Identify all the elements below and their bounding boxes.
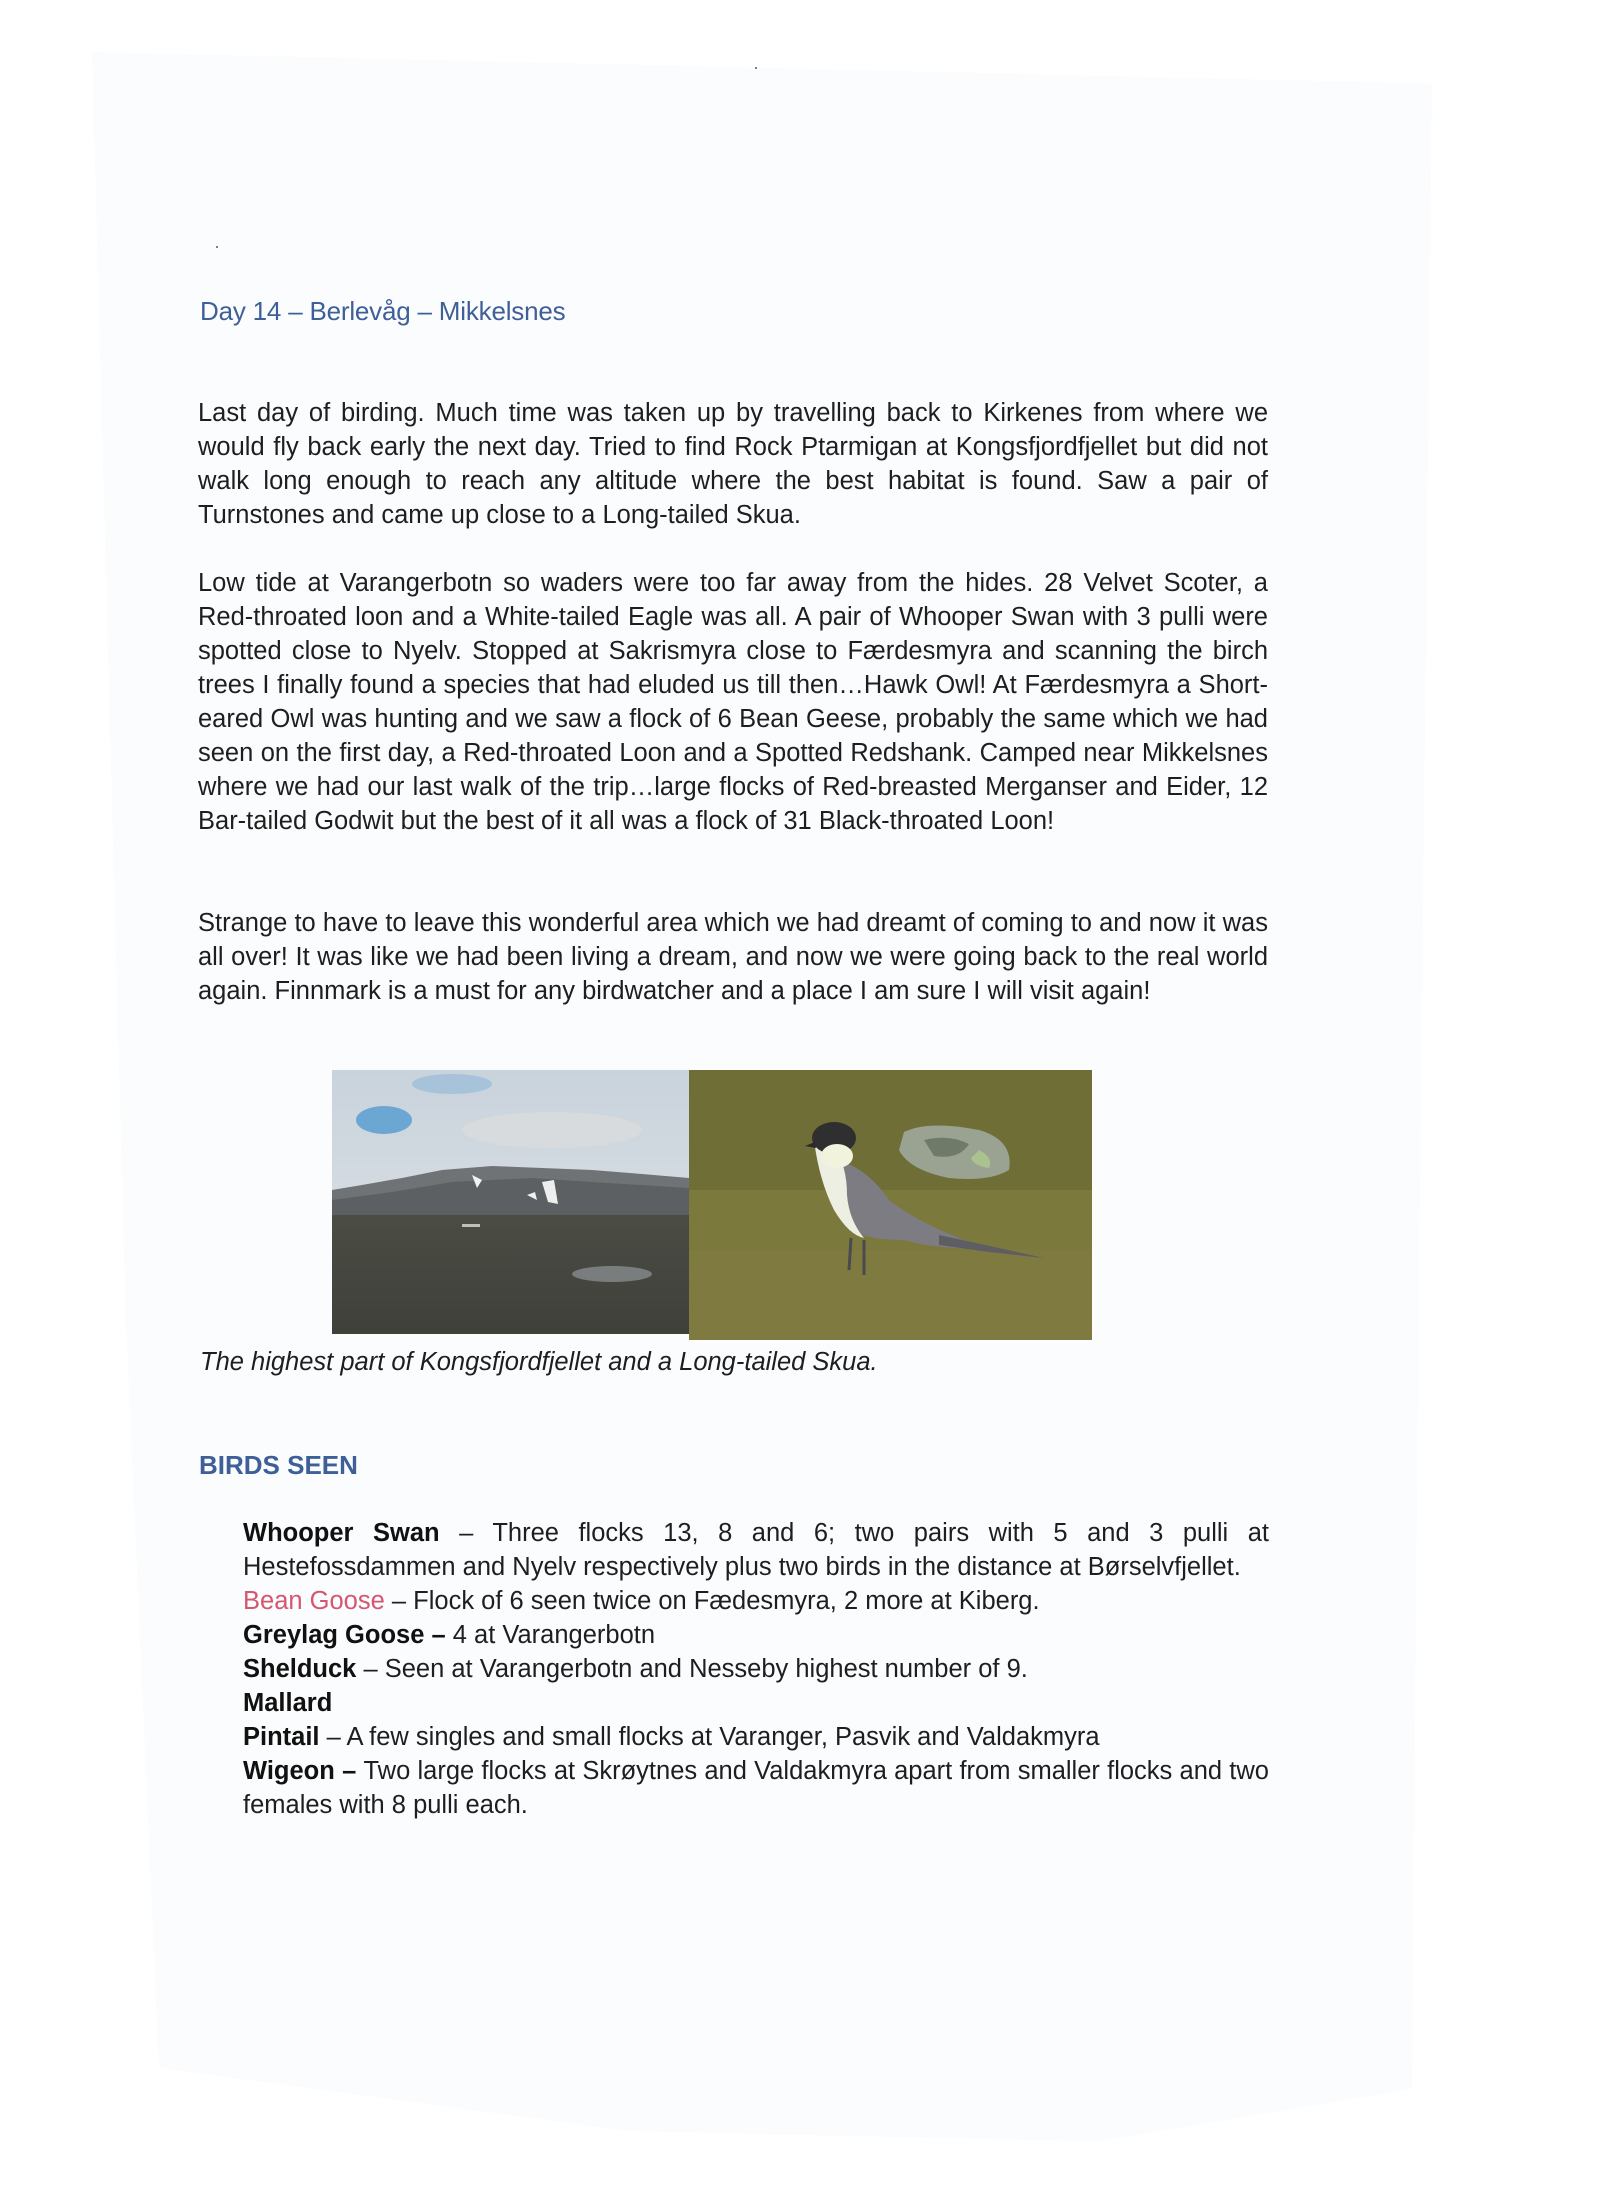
paragraph-text: Low tide at Varangerbotn so waders were too far away from the hides. 28 Velvet Scoter, a Red-throated loon and a White-tailed Eagle was all. A pair of Whooper Swan with 3 pulli were spotted close to Nyelv. Stopped at Sakrismyra close to Færdesmyra and scanning the birch trees I finally found a species that had eluded us till then…Hawk Owl! At Færdesmyra a Short-eared Owl was hunting and we saw a flock of 6 Bean Geese, probably the same which we had seen on the first day, a Red-throated Loon and a Spotted Redshank. Camped near Mikkelsnes where we had our last walk of the trip…large flocks of Red-breasted Merganser and Eider, 12 Bar-tailed Godwit but the best of it all was a flock of 31 Black-throated Loon! (198, 569, 1268, 835)
bird-name-highlighted: Bean Goose (243, 1587, 385, 1615)
bird-name: Pintail (243, 1723, 320, 1751)
bird-separator: – (439, 1519, 493, 1547)
bird-entry (243, 1652, 1269, 1686)
bird-separator: – (356, 1655, 385, 1683)
bird-note: Three flocks 13, 8 and 6; two pairs with 5 and 3 pulli at Hestefossdammen and Nyelv respectively plus two birds in the distance at Børselvfjellet. (243, 1519, 1269, 1581)
bird-note: Two large flocks at Skrøytnes and Valdakmyra apart from smaller flocks and two females with 8 pulli each. (243, 1757, 1269, 1819)
bird-separator: – (384, 1587, 414, 1615)
bird-entry (243, 1584, 1269, 1618)
bird-note: Flock of 6 seen twice on Fædesmyra, 2 more at Kiberg. (413, 1587, 1040, 1615)
birds-seen-title: BIRDS SEEN (199, 1450, 358, 1480)
photo-caption: The highest part of Kongsfjordfjellet and a Long-tailed Skua. (200, 1348, 878, 1376)
scan-speck (755, 67, 757, 69)
bird-name: Wigeon (243, 1757, 335, 1785)
bird-note: Seen at Varangerbotn and Nesseby highest number of 9. (384, 1655, 1028, 1683)
bird-separator: – (319, 1723, 347, 1751)
paragraph-text: Last day of birding. Much time was taken up by travelling back to Kirkenes from where we would fly back early the next day. Tried to find Rock Ptarmigan at Kongsfjordfjellet but did not walk long enough to reach any altitude where the best habitat is found. Saw a pair of Turnstones and came up close to a Long-tailed Skua. (198, 399, 1268, 529)
mountain-landscape-photo (332, 1070, 689, 1334)
day-heading: Day 14 – Berlevåg – Mikkelsnes (200, 296, 566, 326)
bird-entry (243, 1720, 1269, 1754)
bird-entry (243, 1618, 1269, 1652)
long-tailed-skua-photo (689, 1070, 1092, 1340)
bird-note: 4 at Varangerbotn (452, 1621, 656, 1649)
paragraph-text: Strange to have to leave this wonderful area which we had dreamt of coming to and now it was all over! It was like we had been living a dream, and now we were going back to the real world again. Finnmark is a must for any birdwatcher and a place I am sure I will visit again! (198, 909, 1268, 1005)
bird-separator: – (424, 1621, 453, 1649)
bird-name: Whooper Swan (243, 1519, 440, 1547)
paragraph (198, 396, 1268, 532)
bird-separator: – (334, 1757, 364, 1785)
bird-name: Mallard (243, 1689, 333, 1717)
bird-entry (243, 1516, 1269, 1584)
bird-note: A few singles and small flocks at Varanger, Pasvik and Valdakmyra (346, 1723, 1100, 1751)
paragraph (198, 566, 1268, 838)
bird-entry (243, 1754, 1269, 1822)
paragraph (198, 906, 1268, 1008)
birds-seen-list (243, 1516, 1269, 1822)
bird-name: Greylag Goose (243, 1621, 425, 1649)
bird-name: Shelduck (243, 1655, 357, 1683)
scan-speck (216, 246, 218, 248)
bird-entry (243, 1686, 1269, 1720)
